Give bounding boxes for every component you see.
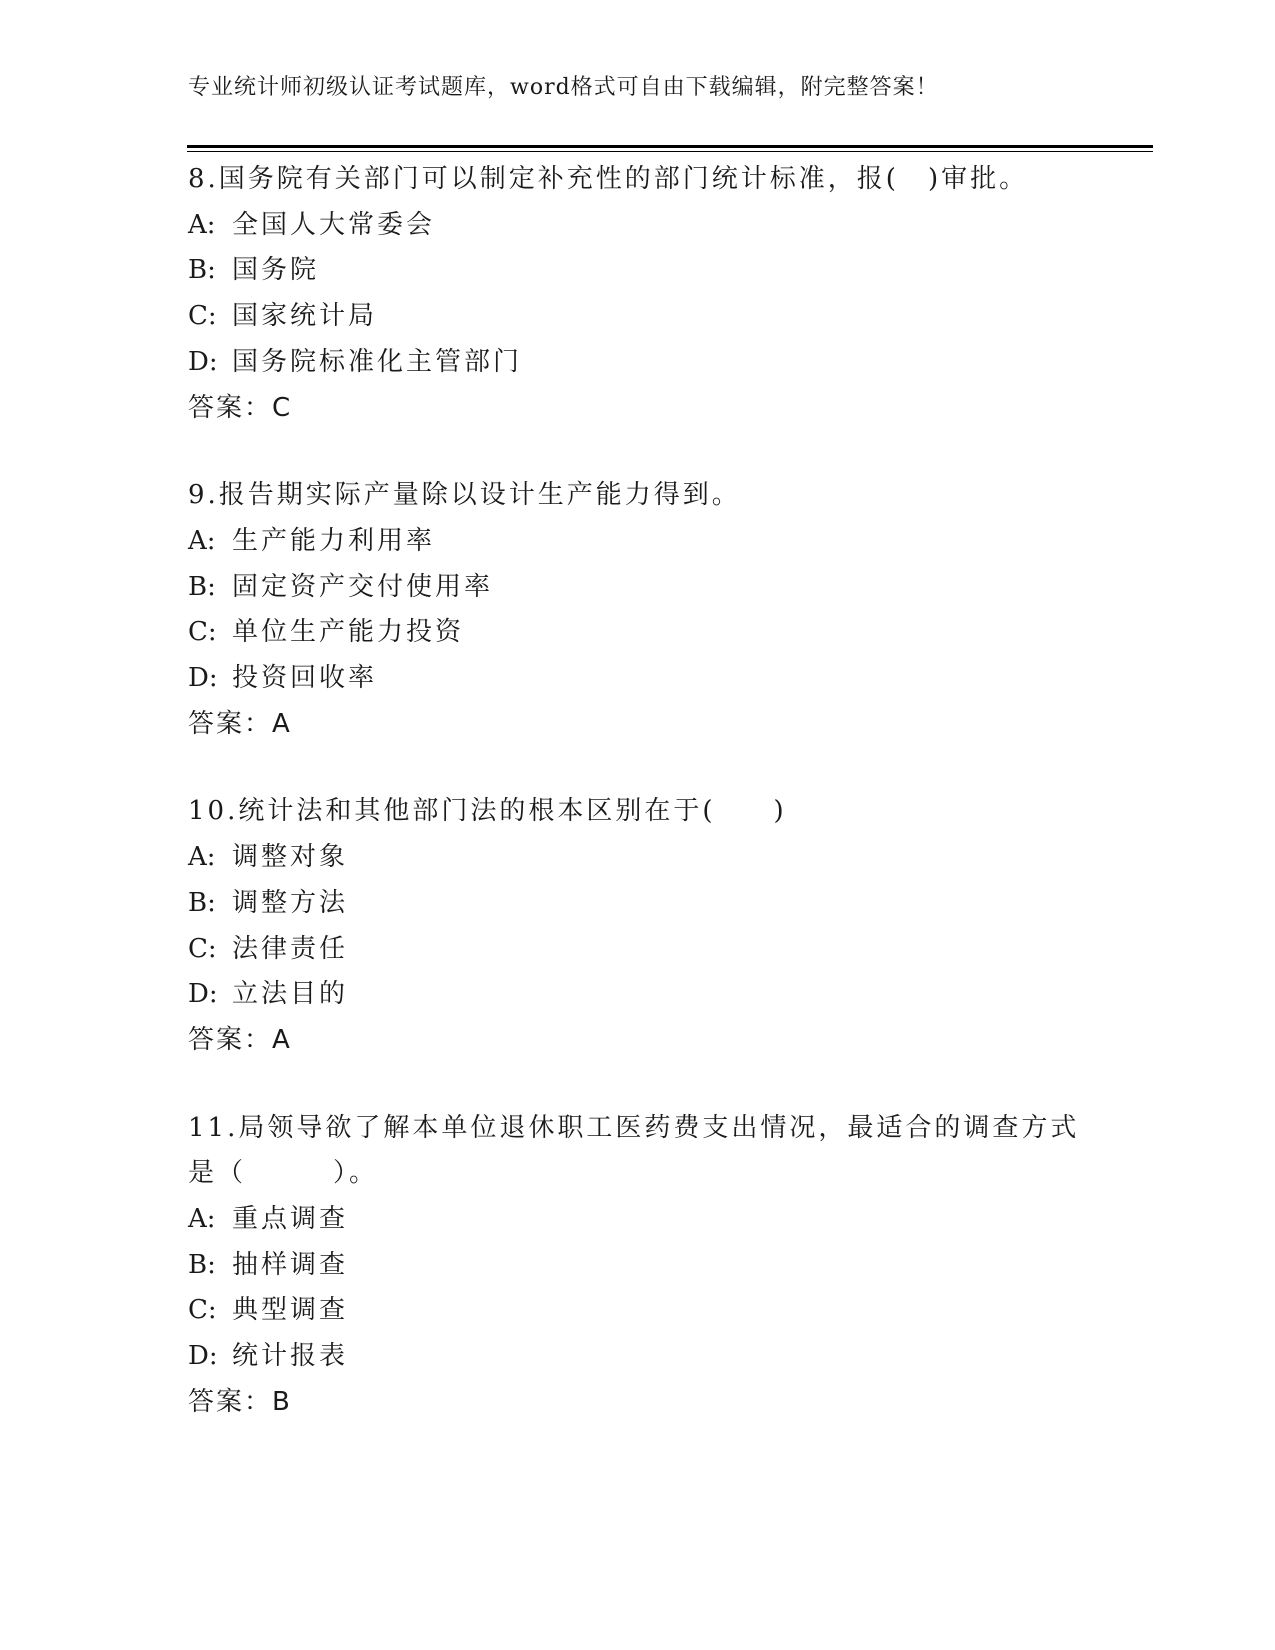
question-11 — [188, 1106, 1088, 1426]
question-stem: 9.报告期实际产量除以设计生产能力得到。 — [188, 480, 741, 511]
question-8 — [188, 157, 1088, 431]
option-c — [188, 294, 1088, 340]
option-label: A: — [188, 525, 216, 556]
option-d — [188, 656, 1088, 702]
option-text: 全国人大常委会 — [232, 209, 436, 240]
option-b — [188, 248, 1088, 294]
option-d — [188, 340, 1088, 386]
question-stem: 10.统计法和其他部门法的根本区别在于( ) — [188, 796, 787, 827]
option-label: B: — [188, 255, 216, 286]
question-stem: 11.局领导欲了解本单位退休职工医药费支出情况，最适合的调查方式是（ ）。 — [188, 1112, 1080, 1189]
option-text: 国务院标准化主管部门 — [232, 346, 523, 377]
option-a — [188, 203, 1088, 249]
option-d — [188, 972, 1088, 1018]
answer: 答案：A — [188, 1024, 292, 1055]
header-rule-thin — [187, 151, 1153, 152]
option-text: 国务院 — [232, 255, 320, 286]
page-header: 专业统计师初级认证考试题库，word格式可自由下载编辑，附完整答案！ — [188, 75, 939, 100]
option-label: D: — [188, 663, 218, 694]
answer: 答案：B — [188, 1386, 292, 1417]
option-d — [188, 1334, 1088, 1380]
question-10 — [188, 789, 1088, 1063]
option-text: 立法目的 — [232, 979, 349, 1010]
option-b — [188, 1243, 1088, 1289]
answer: 答案：C — [188, 392, 293, 423]
answer: 答案：A — [188, 708, 292, 739]
option-c — [188, 610, 1088, 656]
option-label: C: — [188, 933, 217, 964]
option-text: 法律责任 — [232, 933, 349, 964]
question-stem: 8.国务院有关部门可以制定补充性的部门统计标准，报( )审批。 — [188, 164, 1029, 194]
option-text: 国家统计局 — [232, 301, 378, 332]
option-label: A: — [188, 842, 216, 873]
option-label: A: — [188, 1204, 216, 1235]
option-label: B: — [188, 571, 216, 602]
option-label: B: — [188, 1249, 216, 1280]
option-text: 调整方法 — [232, 887, 349, 918]
option-text: 统计报表 — [232, 1341, 349, 1372]
option-label: A: — [188, 209, 216, 240]
header-rule-thick — [187, 145, 1153, 148]
question-9 — [188, 473, 1088, 747]
option-text: 典型调查 — [232, 1295, 349, 1326]
option-label: C: — [188, 617, 217, 648]
option-text: 抽样调查 — [232, 1249, 349, 1280]
option-text: 生产能力利用率 — [232, 525, 436, 556]
option-label: C: — [188, 301, 217, 332]
question-list — [188, 157, 1088, 1468]
option-label: B: — [188, 887, 216, 918]
option-text: 调整对象 — [232, 842, 349, 873]
option-b — [188, 881, 1088, 927]
option-a — [188, 835, 1088, 881]
option-text: 重点调查 — [232, 1204, 349, 1235]
option-label: D: — [188, 979, 218, 1010]
option-text: 固定资产交付使用率 — [232, 571, 494, 602]
option-text: 单位生产能力投资 — [232, 617, 465, 648]
option-label: D: — [188, 1341, 218, 1372]
option-a — [188, 1197, 1088, 1243]
option-b — [188, 565, 1088, 611]
option-a — [188, 519, 1088, 565]
option-text: 投资回收率 — [232, 663, 378, 694]
option-label: C: — [188, 1295, 217, 1326]
option-c — [188, 1288, 1088, 1334]
option-label: D: — [188, 346, 218, 377]
option-c — [188, 927, 1088, 973]
